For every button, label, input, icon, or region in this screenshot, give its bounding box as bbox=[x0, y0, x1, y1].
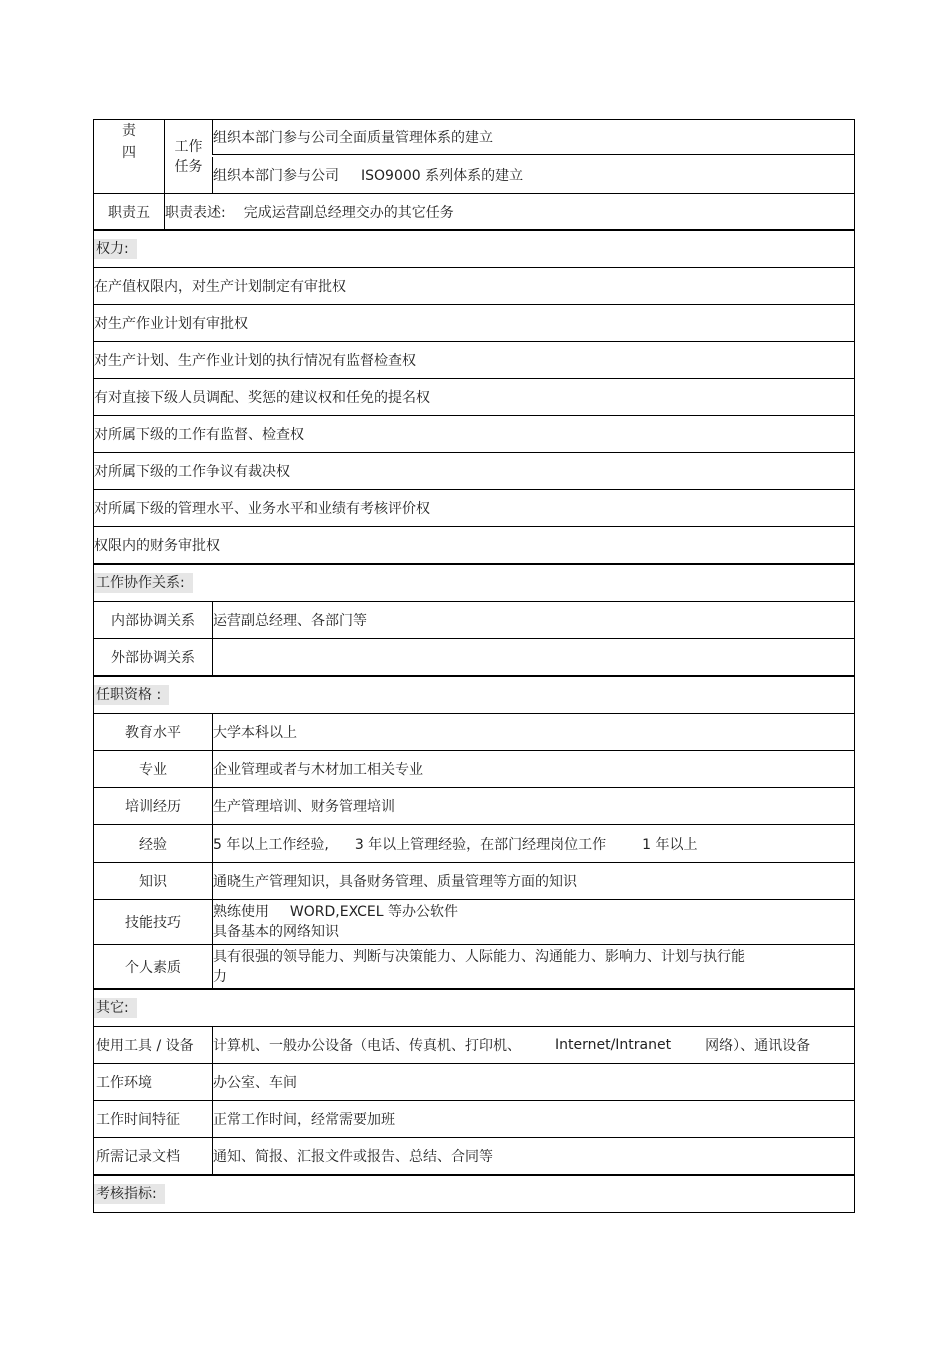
experience-value-b: 3 年以上管理经验，在部门经理岗位工作 bbox=[354, 836, 607, 853]
internal-coordination-row bbox=[93, 602, 855, 639]
duty4-task1-cell bbox=[212, 120, 854, 155]
authority-item: 在产值权限内，对生产计划制定有审批权 bbox=[94, 279, 346, 295]
knowledge-label-cell bbox=[94, 863, 212, 899]
environment-row bbox=[93, 1064, 855, 1101]
duty4-block bbox=[93, 119, 855, 194]
training-row bbox=[93, 788, 855, 825]
authority-item: 有对直接下级人员调配、奖惩的建议权和任免的提名权 bbox=[94, 390, 430, 406]
authority-item-cell bbox=[94, 305, 854, 341]
experience-label-cell bbox=[94, 825, 212, 862]
tools-value-c: 网络）、通讯设备 bbox=[705, 1038, 811, 1054]
skills-value-a3: 等办公软件 bbox=[388, 904, 459, 920]
records-value-cell bbox=[212, 1138, 854, 1174]
education-label-cell bbox=[94, 714, 212, 750]
duty5-label: 职责五 bbox=[108, 204, 150, 221]
external-coordination-row bbox=[93, 639, 855, 677]
duty5-label-cell bbox=[94, 194, 164, 229]
assessment-header: 考核指标: bbox=[94, 1184, 165, 1204]
authority-header-cell bbox=[94, 231, 854, 267]
authority-item: 对生产计划、生产作业计划的执行情况有监督检查权 bbox=[94, 353, 416, 369]
major-value: 企业管理或者与木材加工相关专业 bbox=[213, 762, 423, 778]
authority-item-row bbox=[93, 416, 855, 453]
duty5-desc-cell bbox=[164, 194, 854, 229]
tools-label: 使用工具 / 设备 bbox=[96, 1038, 194, 1054]
knowledge-label: 知识 bbox=[139, 874, 167, 890]
work-time-label-cell bbox=[96, 1101, 212, 1137]
personal-line-2: 力 bbox=[213, 968, 227, 985]
work-time-value-cell bbox=[212, 1101, 854, 1137]
internal-coordination-value-cell bbox=[212, 602, 854, 638]
authority-item: 权限内的财务审批权 bbox=[94, 538, 220, 554]
other-header: 其它: bbox=[94, 998, 137, 1018]
skills-label-cell bbox=[94, 900, 212, 944]
education-value: 大学本科以上 bbox=[213, 725, 297, 741]
assessment-header-row bbox=[93, 1176, 855, 1213]
major-label: 专业 bbox=[139, 762, 167, 778]
skills-label: 技能技巧 bbox=[125, 915, 181, 931]
experience-value-a: 5 年以上工作经验, bbox=[213, 836, 329, 853]
experience-value-c: 1 年以上 bbox=[642, 836, 698, 853]
qualification-header-cell bbox=[94, 677, 854, 713]
environment-value-cell bbox=[212, 1064, 854, 1100]
knowledge-row bbox=[93, 863, 855, 900]
tools-row bbox=[93, 1027, 855, 1064]
environment-label-cell bbox=[96, 1064, 212, 1100]
work-time-label: 工作时间特征 bbox=[96, 1112, 180, 1128]
duty4-task2-cell bbox=[212, 157, 854, 193]
personal-line-1: 具有很强的领导能力、判断与决策能力、人际能力、沟通能力、影响力、计划与执行能 bbox=[213, 948, 745, 965]
qualification-header-row bbox=[93, 677, 855, 714]
external-coordination-value-cell bbox=[212, 639, 854, 675]
authority-item-cell bbox=[94, 453, 854, 489]
external-coordination-label-cell bbox=[94, 639, 212, 675]
personal-label: 个人素质 bbox=[125, 959, 181, 976]
authority-item-cell bbox=[94, 416, 854, 452]
duty4-label-b: 四 bbox=[122, 145, 136, 161]
duty5-desc: 完成运营副总经理交办的其它任务 bbox=[243, 204, 454, 221]
education-value-cell bbox=[212, 714, 854, 750]
skills-line-1 bbox=[213, 902, 458, 922]
authority-item: 对所属下级的工作有监督、检查权 bbox=[94, 427, 304, 443]
authority-item-row bbox=[93, 490, 855, 527]
cooperation-header-cell bbox=[94, 565, 854, 601]
external-coordination-label: 外部协调关系 bbox=[111, 650, 195, 666]
authority-header-row bbox=[93, 231, 855, 268]
duty4-task-label-cell bbox=[164, 120, 212, 193]
training-label-cell bbox=[94, 788, 212, 824]
authority-item-cell bbox=[94, 379, 854, 415]
education-row bbox=[93, 714, 855, 751]
records-label: 所需记录文档 bbox=[96, 1149, 180, 1165]
knowledge-value: 通晓生产管理知识，具备财务管理、质量管理等方面的知识 bbox=[213, 874, 577, 890]
skills-row bbox=[93, 900, 855, 945]
authority-item-row bbox=[93, 379, 855, 416]
internal-coordination-label-cell bbox=[94, 602, 212, 638]
duty4-task1: 组织本部门参与公司全面质量管理体系的建立 bbox=[213, 130, 493, 146]
authority-header: 权力: bbox=[94, 239, 137, 259]
authority-item: 对所属下级的工作争议有裁决权 bbox=[94, 464, 290, 480]
major-value-cell bbox=[212, 751, 854, 787]
experience-row bbox=[93, 825, 855, 863]
authority-item-cell bbox=[94, 268, 854, 304]
duty4-task2-a: 组织本部门参与公司 bbox=[213, 168, 339, 184]
authority-item: 对所属下级的管理水平、业务水平和业绩有考核评价权 bbox=[94, 501, 430, 517]
duty4-label-cell bbox=[94, 120, 164, 193]
training-value-cell bbox=[212, 788, 854, 824]
authority-item-row bbox=[93, 453, 855, 490]
experience-value-cell bbox=[212, 825, 854, 862]
duty4-task-label-a: 工作 bbox=[174, 138, 203, 155]
personal-label-cell bbox=[94, 945, 212, 988]
skills-value-a2: WORD,EXCEL bbox=[289, 904, 384, 920]
duty4-task2-b: ISO9000 系列体系的建立 bbox=[361, 168, 524, 184]
other-header-row bbox=[93, 990, 855, 1027]
records-row bbox=[93, 1138, 855, 1176]
job-description-table bbox=[93, 119, 855, 1213]
duty4-label-a: 责 bbox=[122, 123, 136, 139]
qualification-header: 任职资格 : bbox=[94, 685, 169, 705]
authority-item: 对生产作业计划有审批权 bbox=[94, 316, 248, 332]
education-label: 教育水平 bbox=[125, 725, 181, 741]
duty4-task-label-b: 任务 bbox=[174, 158, 203, 175]
environment-value: 办公室、车间 bbox=[213, 1075, 297, 1091]
knowledge-value-cell bbox=[212, 863, 854, 899]
duty5-desc-label: 职责表述: bbox=[165, 204, 226, 221]
duty5-row bbox=[93, 194, 855, 231]
environment-label: 工作环境 bbox=[96, 1075, 152, 1091]
major-row bbox=[93, 751, 855, 788]
tools-value-b: Internet/Intranet bbox=[555, 1037, 672, 1053]
personal-value-cell bbox=[212, 945, 854, 988]
tools-value-cell bbox=[212, 1027, 854, 1063]
authority-item-row bbox=[93, 342, 855, 379]
skills-line-2: 具备基本的网络知识 bbox=[213, 924, 339, 940]
personal-row bbox=[93, 945, 855, 990]
authority-item-row bbox=[93, 305, 855, 342]
authority-item-cell bbox=[94, 490, 854, 526]
skills-value-a1: 熟练使用 bbox=[213, 904, 269, 920]
major-label-cell bbox=[94, 751, 212, 787]
tools-value-a: 计算机、一般办公设备（电话、传真机、打印机、 bbox=[213, 1038, 521, 1054]
training-value: 生产管理培训、财务管理培训 bbox=[213, 799, 395, 815]
work-time-value: 正常工作时间，经常需要加班 bbox=[213, 1112, 395, 1128]
tools-label-cell bbox=[96, 1027, 212, 1063]
experience-label: 经验 bbox=[139, 836, 167, 853]
cooperation-header-row bbox=[93, 565, 855, 602]
records-label-cell bbox=[96, 1138, 212, 1174]
assessment-header-cell bbox=[94, 1176, 854, 1212]
internal-coordination-value: 运营副总经理、各部门等 bbox=[213, 613, 367, 629]
authority-item-row bbox=[93, 527, 855, 565]
skills-value-cell bbox=[212, 900, 854, 944]
other-header-cell bbox=[94, 990, 854, 1026]
work-time-row bbox=[93, 1101, 855, 1138]
records-value: 通知、简报、汇报文件或报告、总结、合同等 bbox=[213, 1149, 493, 1165]
authority-item-row bbox=[93, 268, 855, 305]
cooperation-header: 工作协作关系: bbox=[94, 573, 193, 593]
internal-coordination-label: 内部协调关系 bbox=[111, 613, 195, 629]
training-label: 培训经历 bbox=[125, 799, 181, 815]
authority-item-cell bbox=[94, 342, 854, 378]
authority-item-cell bbox=[94, 527, 854, 563]
